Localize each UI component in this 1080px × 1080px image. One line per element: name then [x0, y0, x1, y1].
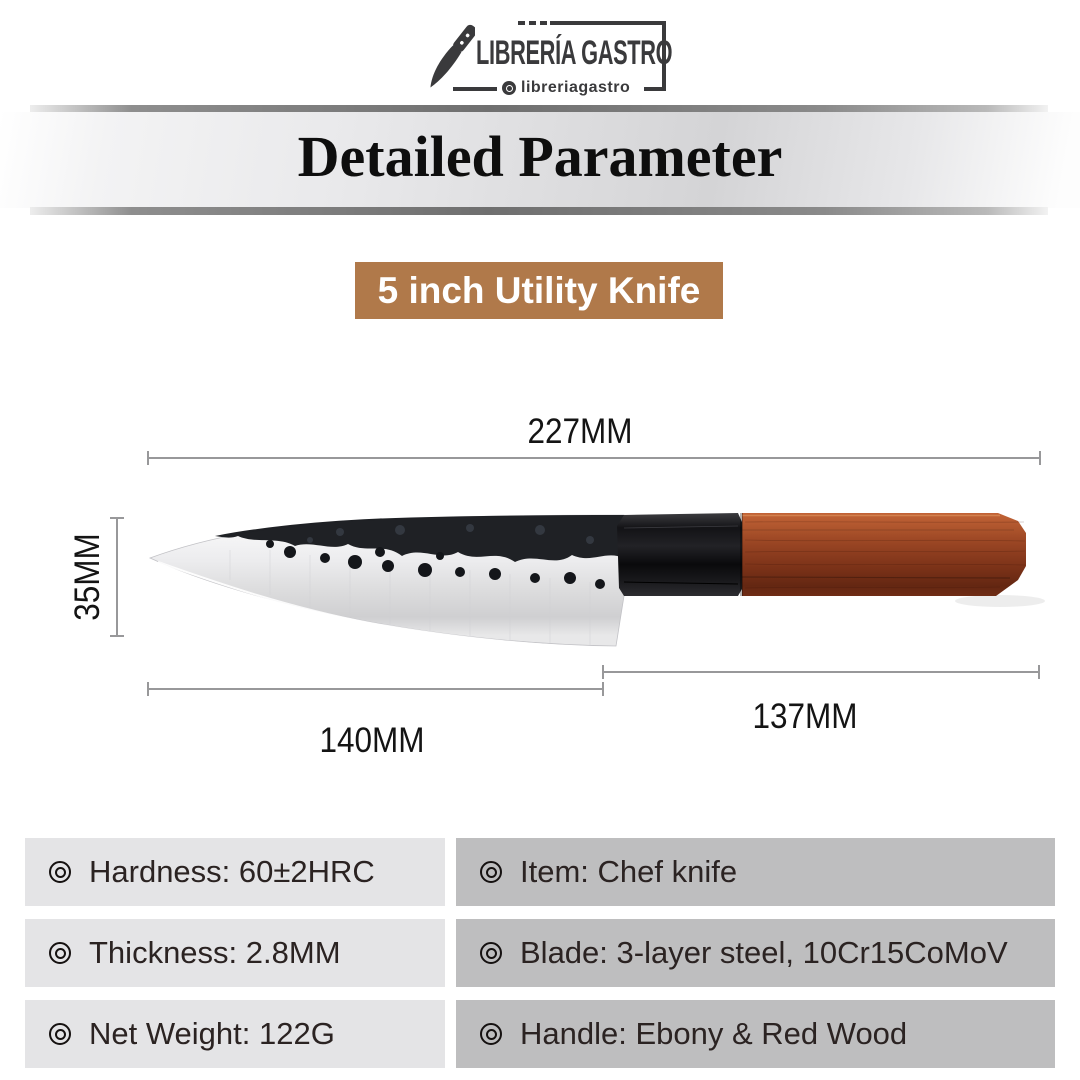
spec-table [25, 838, 1055, 1068]
spec-text: Net Weight: 122G [89, 1016, 335, 1051]
dimension-blade-height-label: 35MM [68, 533, 107, 621]
bullseye-icon [480, 1023, 502, 1045]
dimension-blade-length-label: 140MM [319, 721, 425, 760]
social-dot-icon [502, 81, 516, 95]
logo-frame-top [550, 21, 666, 25]
spec-text: Handle: Ebony & Red Wood [520, 1016, 908, 1051]
spec-text: Item: Chef knife [520, 854, 738, 889]
spec-text: Thickness: 2.8MM [89, 935, 341, 970]
brand-logo [420, 12, 680, 104]
logo-frame-dashes [518, 21, 548, 25]
knife-image [140, 500, 1050, 665]
spec-cell-handle [456, 1000, 1055, 1068]
table-row [25, 1000, 1055, 1068]
table-row [25, 919, 1055, 987]
spec-cell-thickness [25, 919, 445, 987]
spec-cell-item [456, 838, 1055, 906]
knife-icon [420, 14, 475, 98]
brand-handle: libreriagastro [521, 79, 631, 96]
dimension-blade-height-line [116, 517, 118, 637]
dimension-handle-length-label: 137MM [752, 697, 858, 736]
brand-name: LIBRERÍA GASTRO [476, 34, 673, 72]
product-name-badge: 5 inch Utility Knife [355, 262, 723, 319]
dimension-total-length-label: 227MM [527, 412, 633, 451]
spec-cell-blade [456, 919, 1055, 987]
spec-text: Hardness: 60±2HRC [89, 854, 375, 889]
ribbon-strip-bottom [30, 207, 1048, 215]
title-ribbon [0, 105, 1080, 215]
dimension-total-length-line [147, 457, 1041, 459]
spec-cell-hardness [25, 838, 445, 906]
bullseye-icon [49, 861, 71, 883]
page-title: Detailed Parameter [297, 124, 783, 189]
spec-text: Blade: 3-layer steel, 10Cr15CoMoV [520, 935, 1008, 970]
table-row [25, 838, 1055, 906]
logo-frame-bottom-right [644, 87, 666, 91]
dimension-blade-length-line [147, 688, 604, 690]
spec-cell-weight [25, 1000, 445, 1068]
dimension-handle-length-line [602, 671, 1040, 673]
bullseye-icon [480, 861, 502, 883]
bullseye-icon [49, 942, 71, 964]
bullseye-icon [480, 942, 502, 964]
logo-frame-bottom-left [453, 87, 497, 91]
bullseye-icon [49, 1023, 71, 1045]
